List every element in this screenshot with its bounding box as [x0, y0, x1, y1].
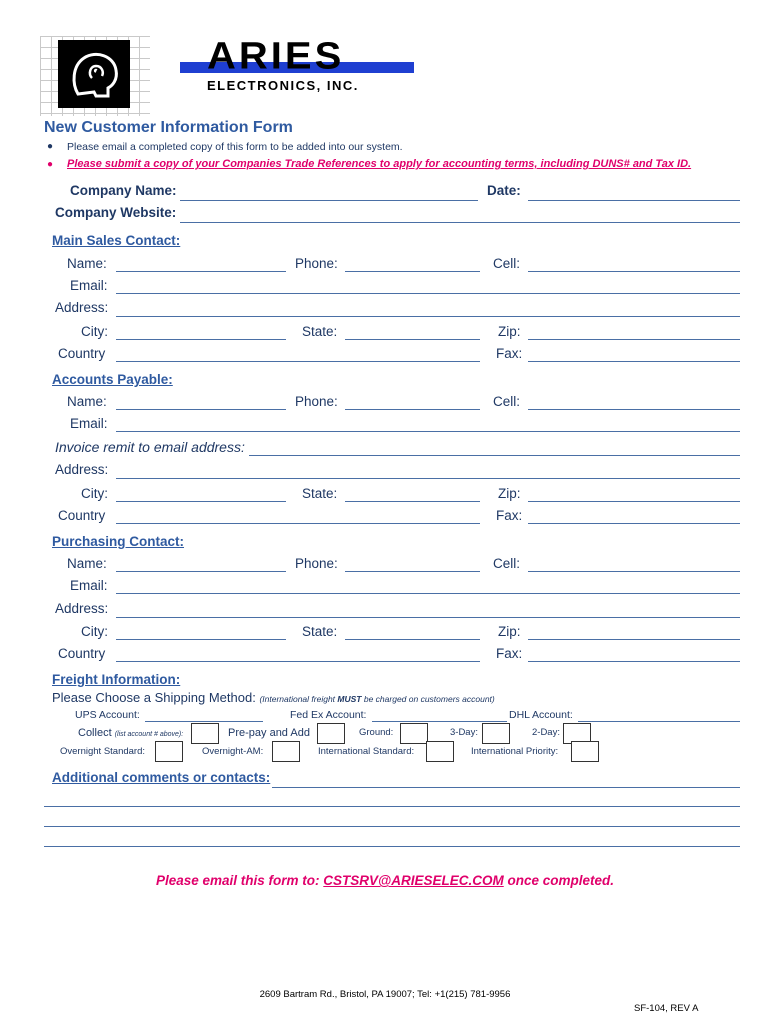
bullet-icon: ●	[47, 159, 54, 170]
ap-country-field[interactable]	[116, 523, 480, 524]
sales-cell-label: Cell:	[493, 256, 521, 271]
pur-city-label: City:	[81, 624, 108, 639]
collect-text: Collect	[78, 727, 112, 739]
pur-cell-field[interactable]	[528, 571, 740, 572]
company-name-field[interactable]	[180, 200, 478, 201]
main-sales-header: Main Sales Contact:	[52, 233, 181, 248]
footer-form-code: SF-104, REV A	[634, 1003, 699, 1014]
sales-country-field[interactable]	[116, 361, 480, 362]
prepay-checkbox[interactable]	[317, 723, 345, 744]
shipping-method-label	[52, 690, 495, 705]
sales-zip-label: Zip:	[498, 324, 521, 339]
freight-header: Freight Information:	[52, 672, 181, 687]
ap-state-field[interactable]	[345, 501, 480, 502]
sales-city-label: City:	[81, 324, 108, 339]
footer-address: 2609 Bartram Rd., Bristol, PA 19007; Tel: +1(215) 781-9956	[259, 989, 511, 1000]
international-standard-checkbox[interactable]	[426, 741, 454, 762]
sales-address-field[interactable]	[116, 316, 740, 317]
note-pre: (International freight	[259, 694, 338, 704]
international-standard-label: International Standard:	[318, 746, 415, 757]
page-title: New Customer Information Form	[44, 119, 293, 136]
company-name-label: Company Name:	[70, 183, 177, 198]
pur-city-field[interactable]	[116, 639, 286, 640]
ap-fax-label: Fax:	[496, 508, 523, 523]
sales-zip-field[interactable]	[528, 339, 740, 340]
sales-fax-field[interactable]	[528, 361, 740, 362]
fedex-account-label: Fed Ex Account:	[290, 709, 367, 721]
comments-line-3[interactable]	[44, 826, 740, 827]
ap-address-field[interactable]	[116, 478, 740, 479]
note-must: MUST	[337, 694, 362, 704]
sales-state-field[interactable]	[345, 339, 480, 340]
pur-name-label: Name:	[67, 556, 107, 571]
collect-note: (list account # above):	[114, 731, 184, 738]
sales-city-field[interactable]	[116, 339, 286, 340]
company-website-label: Company Website:	[55, 205, 177, 220]
sales-fax-label: Fax:	[496, 346, 523, 361]
sales-address-label: Address:	[55, 300, 109, 315]
ap-fax-field[interactable]	[528, 523, 740, 524]
overnight-standard-checkbox[interactable]	[155, 741, 183, 762]
sales-email-field[interactable]	[116, 293, 740, 294]
company-website-field[interactable]	[180, 222, 740, 223]
2day-label: 2-Day:	[532, 727, 560, 738]
pur-zip-field[interactable]	[528, 639, 740, 640]
prepay-label: Pre-pay and Add	[228, 727, 310, 739]
pur-phone-label: Phone:	[295, 556, 338, 571]
bullet-trade-references: Please submit a copy of your Companies Trade References to apply for accounting terms, including DUNS# and Tax ID.	[67, 158, 692, 170]
sales-email-label: Email:	[70, 278, 108, 293]
pur-state-label: State:	[302, 624, 338, 639]
overnight-standard-label: Overnight Standard:	[60, 746, 146, 757]
comments-line-4[interactable]	[44, 846, 740, 847]
pur-country-label: Country	[58, 646, 106, 661]
collect-label	[78, 727, 183, 739]
dhl-account-field[interactable]	[578, 721, 740, 722]
ap-name-field[interactable]	[116, 409, 286, 410]
3day-label: 3-Day:	[450, 727, 478, 738]
bullet-email-instruction: Please email a completed copy of this form to be added into our system.	[67, 141, 403, 153]
sales-phone-field[interactable]	[345, 271, 480, 272]
note-post: be charged on customers account)	[361, 694, 495, 704]
email-notice-pre: Please email this form to:	[155, 873, 324, 888]
purchasing-header: Purchasing Contact:	[52, 534, 185, 549]
ap-phone-label: Phone:	[295, 394, 338, 409]
sales-name-label: Name:	[67, 256, 107, 271]
dhl-account-label: DHL Account:	[509, 709, 573, 721]
pur-email-label: Email:	[70, 578, 108, 593]
ap-cell-field[interactable]	[528, 409, 740, 410]
email-link[interactable]: CSTSRV@ARIESELEC.COM	[323, 873, 504, 888]
shipping-method-note	[259, 694, 494, 704]
pur-cell-label: Cell:	[493, 556, 521, 571]
pur-address-label: Address:	[55, 601, 109, 616]
invoice-remit-field[interactable]	[249, 455, 740, 456]
ground-checkbox[interactable]	[400, 723, 428, 744]
bullet-icon: ●	[47, 141, 54, 152]
pur-email-field[interactable]	[116, 593, 740, 594]
pur-zip-label: Zip:	[498, 624, 521, 639]
comments-line-1[interactable]	[272, 787, 740, 788]
3day-checkbox[interactable]	[482, 723, 510, 744]
ap-name-label: Name:	[67, 394, 107, 409]
logo-subtitle: ELECTRONICS, INC.	[207, 78, 359, 93]
international-priority-label: International Priority:	[471, 746, 559, 757]
email-notice	[0, 873, 770, 888]
comments-line-2[interactable]	[44, 806, 740, 807]
collect-checkbox[interactable]	[191, 723, 219, 744]
accounts-payable-header: Accounts Payable:	[52, 372, 173, 387]
ap-city-field[interactable]	[116, 501, 286, 502]
ups-account-label: UPS Account:	[75, 709, 140, 721]
date-label: Date:	[487, 183, 521, 198]
sales-name-field[interactable]	[116, 271, 286, 272]
shipping-method-text: Please Choose a Shipping Method:	[52, 690, 256, 705]
pur-state-field[interactable]	[345, 639, 480, 640]
pur-fax-label: Fax:	[496, 646, 523, 661]
overnight-am-label: Overnight-AM:	[202, 746, 264, 757]
fedex-account-field[interactable]	[372, 721, 507, 722]
ap-cell-label: Cell:	[493, 394, 521, 409]
ap-email-field[interactable]	[116, 431, 740, 432]
ap-state-label: State:	[302, 486, 338, 501]
logo-head-icon	[58, 40, 130, 108]
date-field[interactable]	[528, 200, 740, 201]
ap-email-label: Email:	[70, 416, 108, 431]
overnight-am-checkbox[interactable]	[272, 741, 300, 762]
sales-phone-label: Phone:	[295, 256, 338, 271]
ap-address-label: Address:	[55, 462, 109, 477]
sales-state-label: State:	[302, 324, 338, 339]
international-priority-checkbox[interactable]	[571, 741, 599, 762]
pur-phone-field[interactable]	[345, 571, 480, 572]
logo-mark	[58, 40, 130, 108]
ap-zip-field[interactable]	[528, 501, 740, 502]
additional-comments-label: Additional comments or contacts:	[52, 770, 271, 785]
pur-fax-field[interactable]	[528, 661, 740, 662]
sales-cell-field[interactable]	[528, 271, 740, 272]
pur-name-field[interactable]	[116, 571, 286, 572]
ups-account-field[interactable]	[145, 721, 263, 722]
ap-zip-label: Zip:	[498, 486, 521, 501]
ap-country-label: Country	[58, 508, 106, 523]
ap-phone-field[interactable]	[345, 409, 480, 410]
pur-country-field[interactable]	[116, 661, 480, 662]
pur-address-field[interactable]	[116, 617, 740, 618]
sales-country-label: Country	[58, 346, 106, 361]
ap-city-label: City:	[81, 486, 108, 501]
logo-brand: ARIES	[207, 35, 345, 77]
ground-label: Ground:	[359, 727, 394, 738]
email-notice-post: once completed.	[503, 873, 615, 888]
invoice-remit-label: Invoice remit to email address:	[55, 439, 245, 455]
